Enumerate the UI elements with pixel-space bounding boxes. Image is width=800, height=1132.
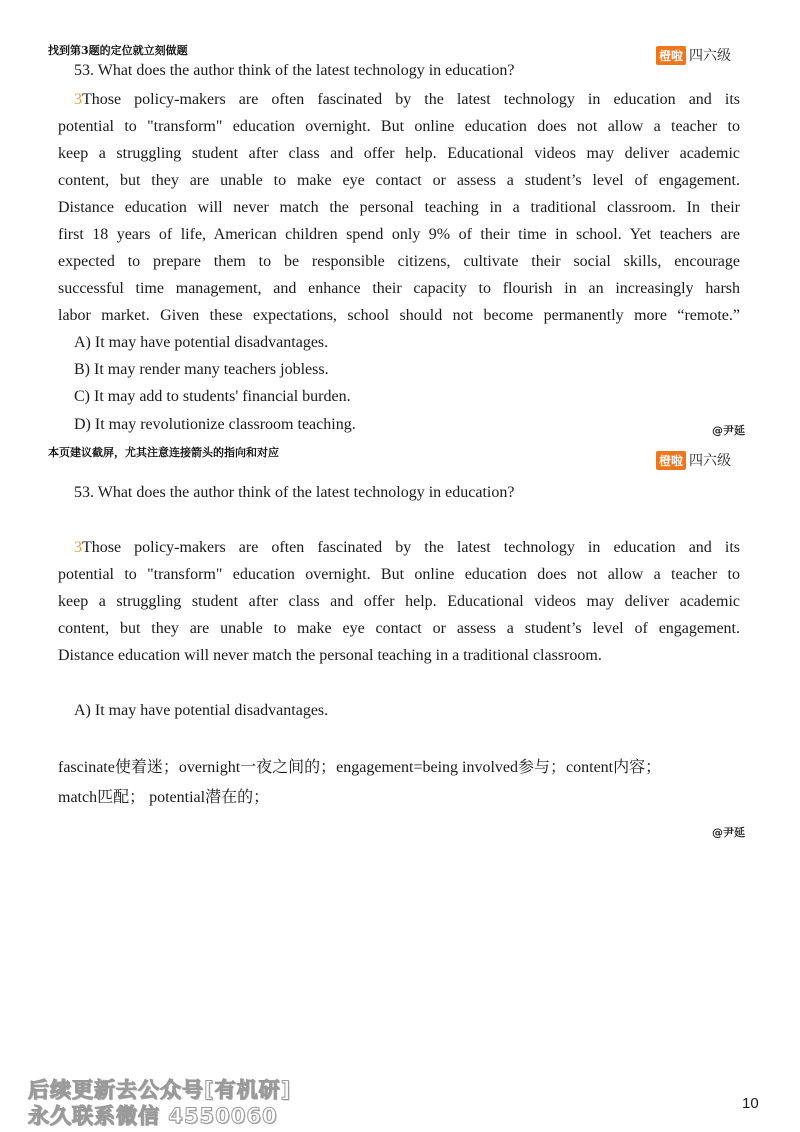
brand-logo: 橙啦	[656, 451, 686, 470]
top-brand-badge	[656, 45, 731, 65]
bottom-question: 53. What does the author think of the latest technology in education?	[74, 484, 515, 501]
option-a: A) It may have potential disadvantages.	[74, 334, 329, 351]
passage-line: successful time management, and enhance their capacity to flourish in an increasingly harsh	[58, 280, 740, 297]
answer-option: A) It may have potential disadvantages.	[74, 702, 329, 719]
top-passage	[58, 86, 740, 329]
brand-logo: 橙啦	[656, 46, 686, 65]
paragraph-number: 3	[74, 539, 82, 556]
passage-line: labor market. Given these expectations, school should not become permanently more “remote.”	[58, 307, 740, 324]
vocab-line: fascinate使着迷；overnight一夜之间的；engagement=being involved参与；content内容；	[58, 759, 662, 776]
passage-line: content, but they are unable to make eye contact or assess a student’s level of engagement.	[58, 620, 740, 637]
vocabulary-notes	[58, 753, 758, 813]
option-c: C) It may add to students' financial burden.	[74, 388, 351, 405]
passage-line: expected to prepare them to be responsible citizens, cultivate their social skills, encourage	[58, 253, 740, 270]
passage-line: potential to "transform" education overnight. But online education does not allow a teacher to	[58, 566, 740, 583]
passage-line: Distance education will never match the personal teaching in a traditional classroom. In their	[58, 199, 740, 216]
passage-line: 3Those policy-makers are often fascinated by the latest technology in education and its	[74, 539, 740, 556]
brand-text: 四六级	[689, 48, 732, 64]
passage-line: keep a struggling student after class and offer help. Educational videos may deliver academic	[58, 145, 740, 162]
watermark-line-2: 永久联系微信 4550060	[28, 1104, 278, 1128]
passage-line: potential to "transform" education overnight. But online education does not allow a teacher to	[58, 118, 740, 135]
passage-line: Distance education will never match the personal teaching in a traditional classroom.	[58, 647, 602, 664]
option-b: B) It may render many teachers jobless.	[74, 361, 329, 378]
bottom-passage	[58, 534, 740, 669]
watermark-line-1: 后续更新去公众号[有机研]	[28, 1078, 292, 1102]
page-number: 10	[742, 1095, 759, 1112]
bottom-instruction-note: 本页建议截屏，尤其注意连接箭头的指向和对应	[48, 446, 279, 459]
passage-line: first 18 years of life, American children spend only 9% of their time in school. Yet teachers are	[58, 226, 740, 243]
vocab-line: match匹配； potential潜在的；	[58, 789, 270, 806]
top-question: 53. What does the author think of the latest technology in education?	[74, 62, 515, 79]
bottom-signature: @尹延	[712, 826, 745, 839]
passage-line: 3Those policy-makers are often fascinated by the latest technology in education and its	[74, 91, 740, 108]
bottom-brand-badge	[656, 450, 731, 470]
top-signature: @尹延	[712, 424, 745, 437]
passage-line: content, but they are unable to make eye contact or assess a student’s level of engagement.	[58, 172, 740, 189]
option-d: D) It may revolutionize classroom teaching.	[74, 416, 356, 433]
paragraph-number: 3	[74, 91, 82, 108]
passage-line: keep a struggling student after class and offer help. Educational videos may deliver academic	[58, 593, 740, 610]
top-instruction-note: 找到第3题的定位就立刻做题	[48, 44, 188, 57]
brand-text: 四六级	[689, 453, 732, 469]
